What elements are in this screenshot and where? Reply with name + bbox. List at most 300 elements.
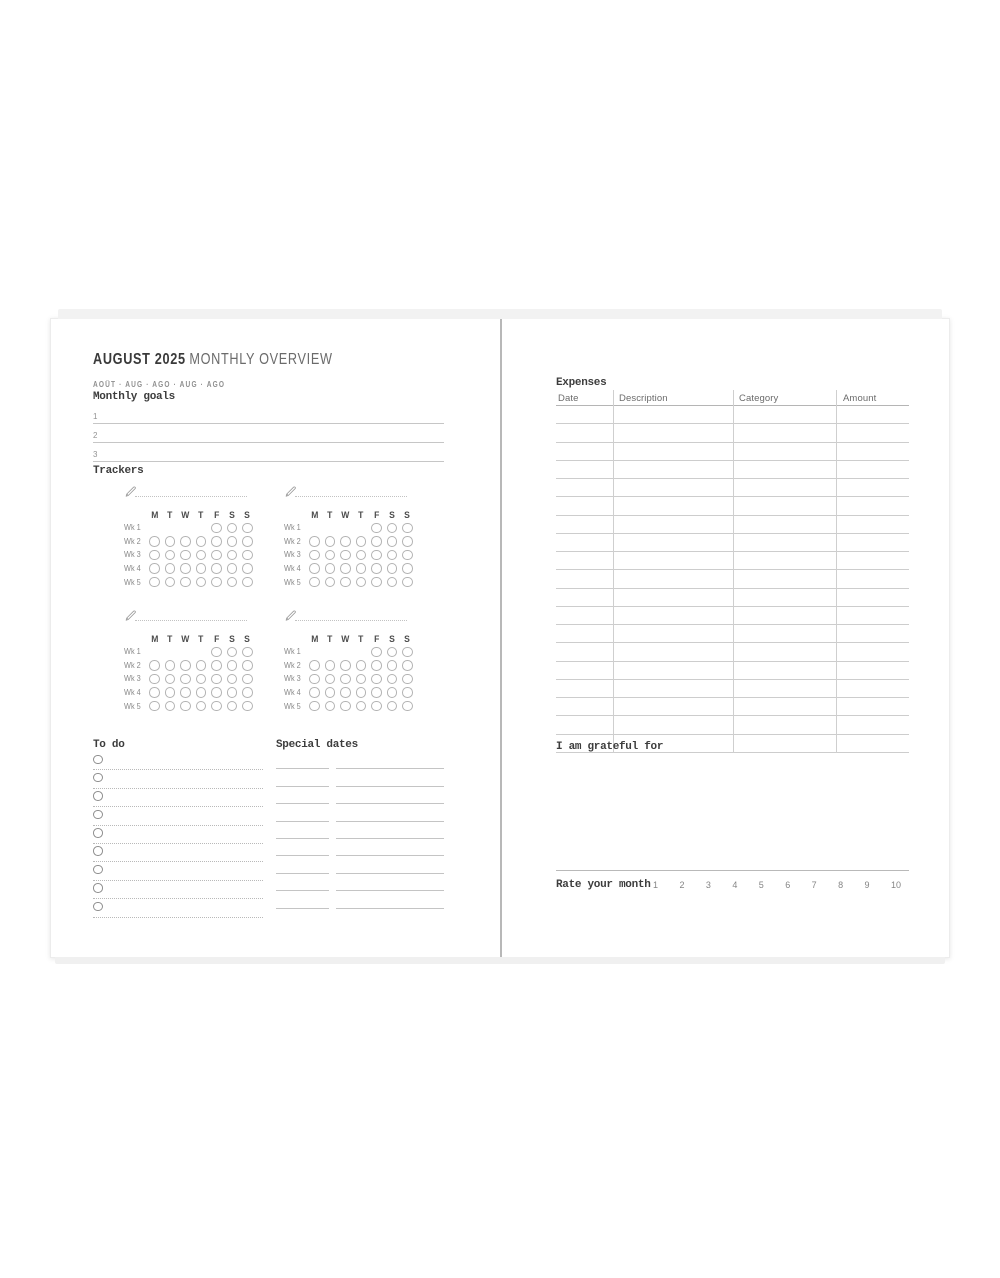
day-header: S — [389, 634, 395, 644]
day-header: T — [358, 634, 364, 644]
tracker-day-cell — [400, 562, 415, 576]
tracker-corner-spacer — [124, 505, 147, 521]
todo-checkbox-circle — [93, 755, 103, 765]
habit-circle — [227, 647, 238, 658]
rating-label: Rate your month — [556, 879, 651, 891]
habit-circle — [180, 577, 191, 588]
habit-circle — [211, 660, 222, 671]
habit-circle — [371, 647, 382, 658]
day-header: S — [389, 510, 395, 520]
habit-circle — [165, 577, 176, 588]
rating-number: 7 — [811, 880, 817, 890]
tracker-day-cell — [384, 535, 399, 549]
tracker-day-cell — [162, 535, 177, 549]
monthly-goals-list — [93, 405, 444, 462]
habit-circle — [227, 536, 238, 547]
tracker-day-cell — [193, 699, 208, 713]
tracker-day-cell — [162, 562, 177, 576]
tracker-day-cell — [193, 535, 208, 549]
tracker-day-cell — [178, 521, 193, 535]
habit-circle — [325, 550, 336, 561]
habit-circle — [211, 687, 222, 698]
tracker-day-cell — [307, 659, 322, 673]
tracker-day-cell — [400, 548, 415, 562]
habit-circle — [196, 577, 207, 588]
habit-circle — [165, 550, 176, 561]
tracker-day-cell — [240, 535, 255, 549]
monthly-goals-label: Monthly goals — [93, 391, 175, 403]
habit-circle — [387, 647, 398, 658]
rating-number: 5 — [758, 880, 764, 890]
tracker-day-cell — [147, 535, 162, 549]
habit-circle — [402, 523, 413, 534]
habit-circle — [387, 674, 398, 685]
tracker-day-cell — [322, 535, 337, 549]
tracker-day-cell — [147, 562, 162, 576]
tracker-day-cell — [369, 672, 384, 686]
tracker-day-cell — [338, 686, 353, 700]
tracker-day-cell — [162, 659, 177, 673]
habit-circle — [242, 660, 253, 671]
habit-circle — [309, 563, 320, 574]
habit-circle — [196, 536, 207, 547]
todo-checkbox-circle — [93, 828, 103, 838]
habit-circle — [309, 674, 320, 685]
tracker-day-cell — [307, 699, 322, 713]
tracker-day-cell — [178, 548, 193, 562]
habit-tracker-grid — [284, 485, 411, 589]
todo-checkbox-circle — [93, 846, 103, 856]
habit-circle — [387, 687, 398, 698]
tracker-day-cell — [240, 575, 255, 589]
day-header: T — [327, 634, 333, 644]
week-label: Wk 4 — [284, 564, 301, 574]
tracker-day-cell — [162, 699, 177, 713]
tracker-day-cell — [224, 686, 239, 700]
habit-circle — [242, 536, 253, 547]
tracker-day-cell — [209, 686, 224, 700]
special-date-row — [276, 839, 444, 856]
week-label: Wk 1 — [124, 647, 141, 657]
tracker-day-cell — [240, 659, 255, 673]
habit-circle — [242, 563, 253, 574]
tracker-day-cell — [147, 672, 162, 686]
habit-circle — [371, 523, 382, 534]
expenses-column-divider — [836, 390, 837, 753]
week-label: Wk 2 — [124, 536, 141, 546]
tracker-day-cell — [162, 672, 177, 686]
habit-circle — [309, 577, 320, 588]
tracker-day-cell — [178, 562, 193, 576]
tracker-day-cell — [224, 521, 239, 535]
habit-circle — [356, 550, 367, 561]
todo-row — [93, 789, 263, 807]
tracker-day-cell — [162, 645, 177, 659]
tracker-day-cell — [322, 575, 337, 589]
expenses-column-divider — [733, 390, 734, 753]
tracker-day-cell — [147, 645, 162, 659]
todo-row — [93, 826, 263, 844]
todo-row — [93, 862, 263, 880]
tracker-table — [124, 629, 255, 713]
habit-circle — [242, 550, 253, 561]
tracker-day-cell — [322, 672, 337, 686]
tracker-day-cell — [224, 659, 239, 673]
special-date-date-line — [276, 908, 329, 909]
tracker-corner-spacer — [284, 629, 307, 645]
special-date-row — [276, 891, 444, 908]
habit-circle — [356, 701, 367, 712]
habit-circle — [149, 674, 160, 685]
tracker-day-cell — [209, 548, 224, 562]
day-header: F — [373, 510, 380, 520]
tracker-day-cell — [338, 659, 353, 673]
habit-circle — [227, 523, 238, 534]
week-label: Wk 4 — [124, 564, 141, 574]
tracker-day-cell — [338, 521, 353, 535]
habit-circle — [149, 660, 160, 671]
habit-circle — [227, 674, 238, 685]
todo-row — [93, 881, 263, 899]
tracker-day-cell — [338, 562, 353, 576]
tracker-day-cell — [209, 535, 224, 549]
week-label: Wk 3 — [124, 674, 141, 684]
habit-circle — [371, 687, 382, 698]
day-header: T — [167, 510, 173, 520]
tracker-day-cell — [400, 521, 415, 535]
day-header: S — [404, 634, 411, 644]
habit-circle — [165, 563, 176, 574]
tracker-day-cell — [400, 659, 415, 673]
habit-circle — [402, 536, 413, 547]
day-header: S — [244, 634, 251, 644]
rating-number: 6 — [785, 880, 791, 890]
day-header: T — [198, 510, 204, 520]
tracker-day-cell — [307, 535, 322, 549]
tracker-day-cell — [400, 672, 415, 686]
habit-tracker-grid — [124, 485, 251, 589]
habit-circle — [371, 701, 382, 712]
day-header: T — [167, 634, 173, 644]
todo-checkbox-circle — [93, 883, 103, 893]
special-date-row — [276, 787, 444, 804]
day-header: M — [311, 634, 319, 644]
todo-checkbox-circle — [93, 902, 103, 912]
habit-circle — [165, 687, 176, 698]
habit-circle — [309, 660, 320, 671]
week-label: Wk 3 — [124, 550, 141, 560]
habit-circle — [340, 550, 351, 561]
tracker-day-cell — [193, 645, 208, 659]
tracker-day-cell — [224, 562, 239, 576]
todo-checkbox-circle — [93, 810, 103, 820]
day-header: M — [151, 634, 159, 644]
habit-circle — [325, 660, 336, 671]
habit-circle — [165, 660, 176, 671]
habit-circle — [340, 577, 351, 588]
week-label: Wk 3 — [284, 550, 301, 560]
tracker-day-cell — [307, 521, 322, 535]
habit-circle — [356, 660, 367, 671]
habit-circle — [196, 660, 207, 671]
habit-circle — [402, 660, 413, 671]
tracker-day-cell — [322, 699, 337, 713]
rating-number: 10 — [890, 880, 901, 890]
special-date-row — [276, 874, 444, 891]
tracker-day-cell — [369, 575, 384, 589]
week-label: Wk 4 — [124, 688, 141, 698]
tracker-day-cell — [209, 562, 224, 576]
tracker-day-cell — [178, 699, 193, 713]
tracker-day-cell — [384, 548, 399, 562]
day-header: S — [229, 634, 235, 644]
todo-checkbox-circle — [93, 773, 103, 783]
day-header: T — [358, 510, 364, 520]
habit-circle — [180, 563, 191, 574]
habit-circle — [242, 687, 253, 698]
habit-circle — [387, 550, 398, 561]
habit-circle — [180, 701, 191, 712]
tracker-day-cell — [369, 521, 384, 535]
habit-circle — [325, 701, 336, 712]
tracker-day-cell — [353, 672, 368, 686]
habit-tracker-grid — [284, 609, 411, 713]
tracker-day-cell — [224, 672, 239, 686]
day-header: T — [198, 634, 204, 644]
column-header: Date — [558, 393, 579, 404]
tracker-day-cell — [353, 659, 368, 673]
week-label: Wk 1 — [124, 523, 141, 533]
month-translations-text: AOÛT · AUG · AGO · AUG · AGO — [93, 380, 226, 389]
habit-circle — [325, 674, 336, 685]
habit-circle — [196, 701, 207, 712]
tracker-day-cell — [338, 548, 353, 562]
week-label: Wk 5 — [124, 701, 141, 711]
rating-number: 2 — [679, 880, 685, 890]
tracker-day-cell — [162, 548, 177, 562]
habit-circle — [309, 550, 320, 561]
tracker-day-cell — [353, 575, 368, 589]
habit-circle — [180, 550, 191, 561]
day-header: W — [181, 634, 190, 644]
habit-circle — [325, 687, 336, 698]
tracker-day-cell — [322, 548, 337, 562]
habit-circle — [402, 701, 413, 712]
habit-circle — [371, 563, 382, 574]
habit-circle — [340, 687, 351, 698]
tracker-day-cell — [353, 686, 368, 700]
tracker-day-cell — [193, 575, 208, 589]
tracker-day-cell — [240, 562, 255, 576]
tracker-day-cell — [384, 672, 399, 686]
habit-circle — [165, 701, 176, 712]
special-date-row — [276, 856, 444, 873]
tracker-day-cell — [400, 575, 415, 589]
tracker-corner-spacer — [284, 505, 307, 521]
habit-circle — [387, 563, 398, 574]
tracker-day-cell — [307, 645, 322, 659]
habit-circle — [371, 674, 382, 685]
day-header: W — [341, 634, 350, 644]
tracker-day-cell — [338, 645, 353, 659]
habit-circle — [149, 536, 160, 547]
habit-circle — [211, 577, 222, 588]
habit-circle — [227, 563, 238, 574]
habit-circle — [211, 701, 222, 712]
habit-circle — [356, 674, 367, 685]
page-title-type: MONTHLY OVERVIEW — [189, 351, 333, 368]
expenses-table — [556, 393, 909, 753]
day-header: W — [341, 510, 350, 520]
tracker-day-cell — [307, 562, 322, 576]
rating-number: 9 — [864, 880, 870, 890]
tracker-day-cell — [193, 548, 208, 562]
habit-circle — [149, 701, 160, 712]
habit-circle — [165, 674, 176, 685]
todo-row — [93, 752, 263, 770]
habit-circle — [387, 660, 398, 671]
tracker-day-cell — [384, 562, 399, 576]
page-stack-edge-bottom — [55, 957, 945, 964]
tracker-day-cell — [400, 686, 415, 700]
tracker-day-cell — [369, 562, 384, 576]
week-label: Wk 2 — [284, 660, 301, 670]
habit-circle — [242, 701, 253, 712]
habit-circle — [340, 701, 351, 712]
tracker-day-cell — [338, 672, 353, 686]
planner-spread — [50, 318, 950, 958]
column-header: Description — [619, 393, 668, 404]
special-dates-label: Special dates — [276, 739, 358, 751]
tracker-day-cell — [322, 521, 337, 535]
goal-row: 3 — [93, 443, 444, 462]
habit-circle — [387, 577, 398, 588]
habit-circle — [402, 577, 413, 588]
habit-circle — [340, 660, 351, 671]
tracker-day-cell — [147, 575, 162, 589]
tracker-table — [284, 629, 415, 713]
tracker-day-cell — [147, 686, 162, 700]
habit-circle — [211, 647, 222, 658]
week-label: Wk 5 — [284, 577, 301, 587]
habit-circle — [325, 577, 336, 588]
habit-circle — [196, 550, 207, 561]
habit-circle — [340, 536, 351, 547]
tracker-day-cell — [147, 699, 162, 713]
habit-circle — [227, 701, 238, 712]
tracker-day-cell — [209, 699, 224, 713]
habit-circle — [356, 536, 367, 547]
habit-circle — [242, 674, 253, 685]
habit-circle — [325, 536, 336, 547]
tracker-table — [284, 505, 415, 589]
habit-circle — [309, 536, 320, 547]
tracker-day-cell — [384, 686, 399, 700]
habit-circle — [402, 674, 413, 685]
tracker-day-cell — [353, 645, 368, 659]
tracker-day-cell — [147, 548, 162, 562]
rating-scale — [653, 880, 901, 890]
tracker-day-cell — [369, 535, 384, 549]
week-label: Wk 1 — [284, 647, 301, 657]
habit-circle — [180, 660, 191, 671]
habit-circle — [371, 550, 382, 561]
tracker-day-cell — [224, 699, 239, 713]
tracker-day-cell — [338, 535, 353, 549]
habit-circle — [149, 563, 160, 574]
right-page — [501, 319, 949, 957]
tracker-day-cell — [307, 686, 322, 700]
habit-circle — [227, 550, 238, 561]
habit-circle — [149, 687, 160, 698]
tracker-day-cell — [162, 575, 177, 589]
tracker-day-cell — [240, 699, 255, 713]
page-stack-edge-top — [58, 309, 942, 319]
tracker-day-cell — [193, 521, 208, 535]
rating-number: 1 — [653, 880, 659, 890]
day-header: S — [404, 510, 411, 520]
habit-tracker-grid — [124, 609, 251, 713]
tracker-day-cell — [224, 575, 239, 589]
habit-circle — [180, 674, 191, 685]
special-date-text-line — [336, 908, 444, 909]
habit-circle — [211, 536, 222, 547]
habit-circle — [165, 536, 176, 547]
goal-row: 1 — [93, 405, 444, 424]
todo-row — [93, 844, 263, 862]
week-label: Wk 5 — [124, 577, 141, 587]
tracker-day-cell — [400, 645, 415, 659]
week-label: Wk 3 — [284, 674, 301, 684]
page-title — [93, 351, 385, 369]
tracker-day-cell — [353, 521, 368, 535]
day-header: S — [244, 510, 251, 520]
rating-number: 4 — [732, 880, 738, 890]
tracker-day-cell — [353, 699, 368, 713]
tracker-day-cell — [193, 686, 208, 700]
habit-circle — [196, 674, 207, 685]
habit-circle — [211, 550, 222, 561]
tracker-day-cell — [240, 672, 255, 686]
habit-circle — [309, 701, 320, 712]
habit-circle — [227, 577, 238, 588]
day-header: M — [311, 510, 319, 520]
habit-circle — [242, 577, 253, 588]
tracker-day-cell — [384, 645, 399, 659]
tracker-day-cell — [193, 672, 208, 686]
tracker-day-cell — [162, 686, 177, 700]
day-header: F — [213, 510, 220, 520]
tracker-day-cell — [353, 535, 368, 549]
left-page — [51, 319, 500, 957]
column-header: Amount — [843, 393, 877, 404]
tracker-day-cell — [384, 575, 399, 589]
todo-list — [93, 752, 263, 918]
tracker-day-cell — [224, 645, 239, 659]
habit-circle — [402, 687, 413, 698]
todo-checkbox-circle — [93, 791, 103, 801]
tracker-day-cell — [193, 659, 208, 673]
week-label: Wk 2 — [284, 536, 301, 546]
month-translations — [93, 374, 254, 392]
habit-circle — [356, 577, 367, 588]
habit-circle — [211, 674, 222, 685]
tracker-day-cell — [147, 521, 162, 535]
tracker-name-line — [135, 620, 247, 621]
tracker-day-cell — [353, 548, 368, 562]
tracker-day-cell — [384, 521, 399, 535]
habit-circle — [387, 523, 398, 534]
